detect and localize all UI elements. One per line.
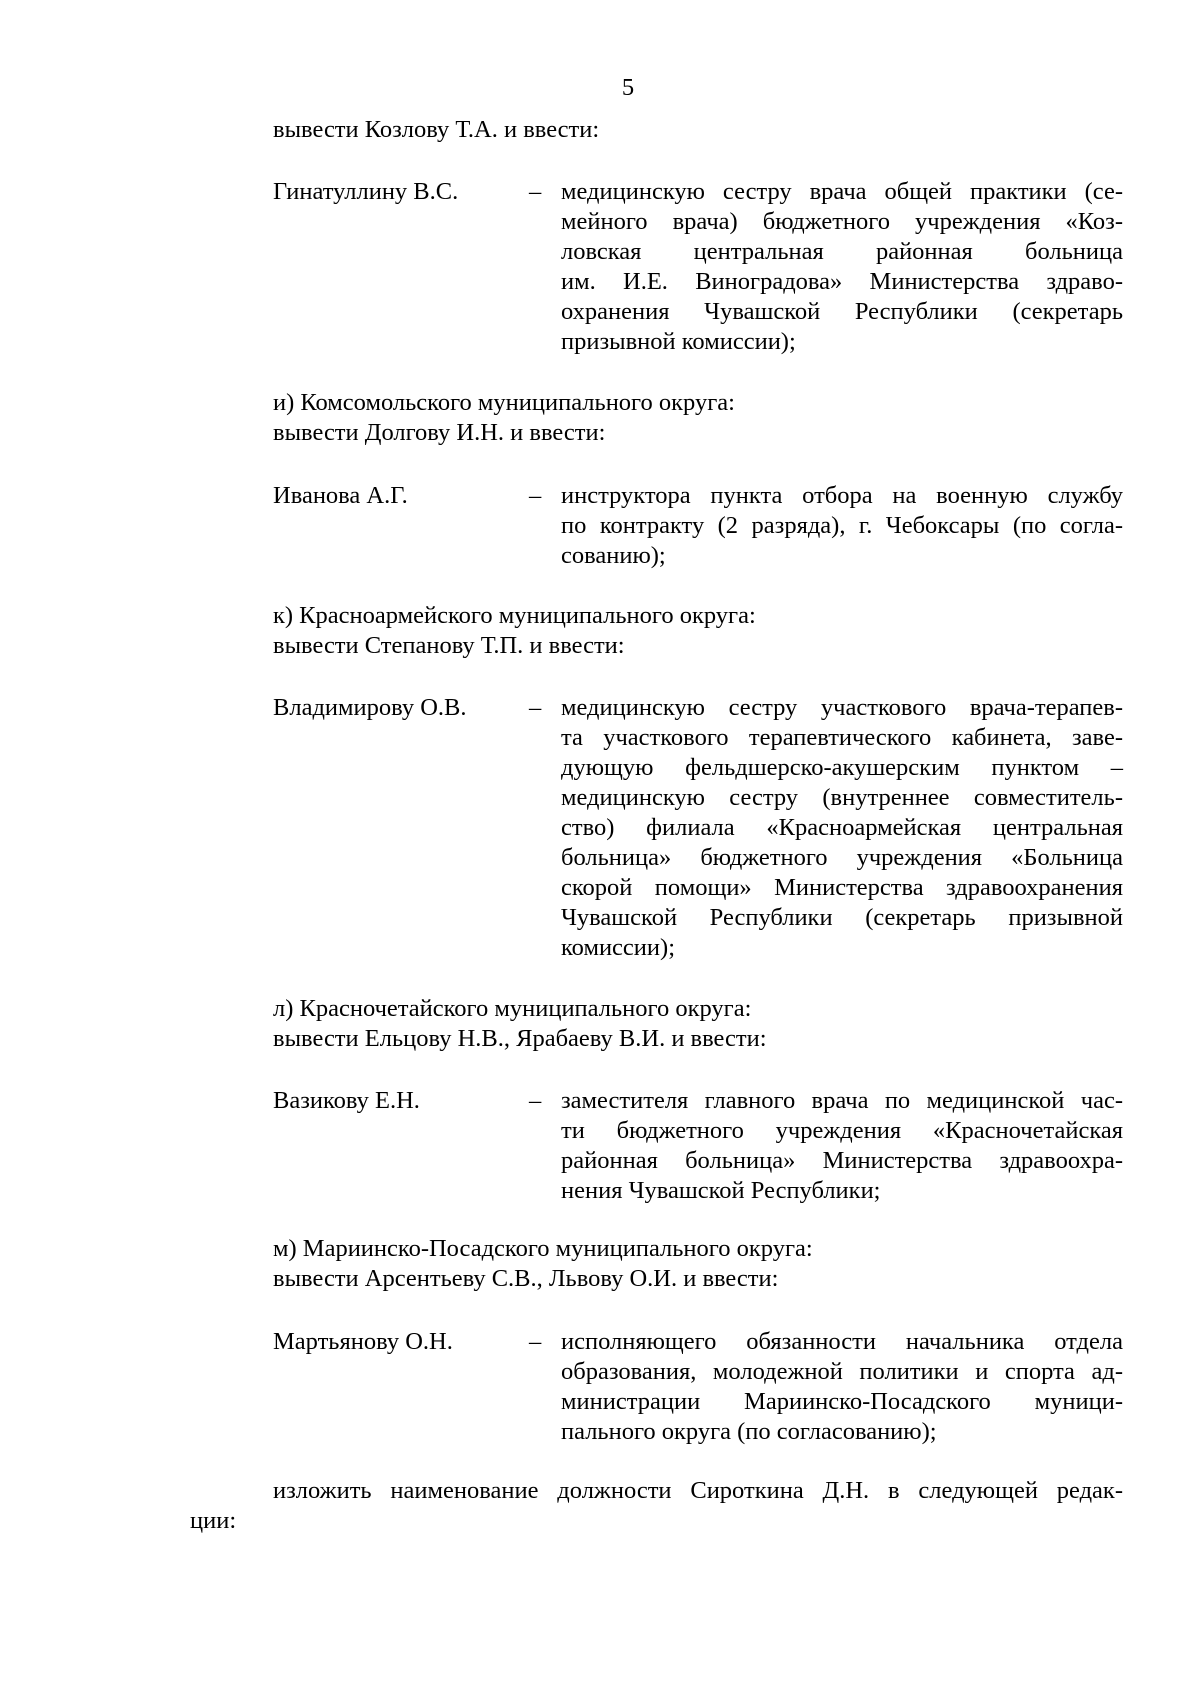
intro-line: вывести Козлову Т.А. и ввести:: [273, 116, 600, 143]
appointee-position: [561, 481, 1123, 571]
page-number: 5: [621, 74, 635, 101]
section-heading: к) Красноармейского муниципального округа:: [273, 602, 756, 629]
section-heading: м) Мариинско-Посадского муниципального округа:: [273, 1235, 813, 1262]
position-line: образования, молодежной политики и спорта ад-: [561, 1358, 1123, 1385]
section-heading: л) Красночетайского муниципального округа:: [273, 995, 752, 1022]
position-line: дующую фельдшерско-акушерским пунктом –: [561, 754, 1123, 781]
position-line: охранения Чувашской Республики (секретарь: [561, 298, 1123, 325]
position-line: им. И.Е. Виноградова» Министерства здраво-: [561, 268, 1123, 295]
position-line: больница» бюджетного учреждения «Больница: [561, 844, 1123, 871]
section-action: вывести Ельцову Н.В., Ярабаеву В.И. и ввести:: [273, 1025, 767, 1052]
appointee-position: [561, 693, 1123, 963]
section-action: вывести Арсентьеву С.В., Львову О.И. и ввести:: [273, 1265, 779, 1292]
position-line: заместителя главного врача по медицинской час-: [561, 1087, 1123, 1114]
appointee-position: [561, 177, 1123, 357]
appointee-name: Иванова А.Г.: [273, 482, 408, 509]
closing-paragraph-line1: изложить наименование должности Сироткина Д.Н. в следующей редак-: [273, 1477, 1123, 1504]
position-line: медицинскую сестру участкового врача-терапев-: [561, 694, 1123, 721]
position-line: ство) филиала «Красноармейская центральная: [561, 814, 1123, 841]
appointee-position: [561, 1086, 1123, 1206]
appointee-name: Мартьянову О.Н.: [273, 1328, 453, 1355]
dash: –: [529, 1328, 542, 1355]
section-action: вывести Степанову Т.П. и ввести:: [273, 632, 625, 659]
position-line: медицинскую сестру врача общей практики (се-: [561, 178, 1123, 205]
position-line: по контракту (2 разряда), г. Чебоксары (по согла-: [561, 512, 1123, 539]
dash: –: [529, 482, 542, 509]
position-line: исполняющего обязанности начальника отдела: [561, 1328, 1123, 1355]
dash: –: [529, 178, 542, 205]
position-line: районная больница» Министерства здравоохра-: [561, 1147, 1123, 1174]
position-line: министрации Мариинско-Посадского муници-: [561, 1388, 1123, 1415]
position-line: комиссии);: [561, 934, 675, 961]
position-line: мейного врача) бюджетного учреждения «Коз-: [561, 208, 1123, 235]
position-line: инструктора пункта отбора на военную службу: [561, 482, 1123, 509]
position-line: Чувашской Республики (секретарь призывной: [561, 904, 1123, 931]
appointee-name: Вазикову Е.Н.: [273, 1087, 420, 1114]
position-line: пального округа (по согласованию);: [561, 1418, 937, 1445]
position-line: ти бюджетного учреждения «Красночетайская: [561, 1117, 1123, 1144]
section-heading: и) Комсомольского муниципального округа:: [273, 389, 735, 416]
position-line: призывной комиссии);: [561, 328, 796, 355]
closing-paragraph-line2: ции:: [190, 1507, 237, 1534]
position-line: нения Чувашской Республики;: [561, 1177, 881, 1204]
section-action: вывести Долгову И.Н. и ввести:: [273, 419, 606, 446]
position-line: медицинскую сестру (внутреннее совместитель-: [561, 784, 1123, 811]
position-line: скорой помощи» Министерства здравоохранения: [561, 874, 1123, 901]
appointee-name: Владимирову О.В.: [273, 694, 467, 721]
position-line: ловская центральная районная больница: [561, 238, 1123, 265]
appointee-position: [561, 1327, 1123, 1447]
appointee-name: Гинатуллину В.С.: [273, 178, 459, 205]
dash: –: [529, 694, 542, 721]
position-line: та участкового терапевтического кабинета, заве-: [561, 724, 1123, 751]
position-line: сованию);: [561, 542, 666, 569]
dash: –: [529, 1087, 542, 1114]
